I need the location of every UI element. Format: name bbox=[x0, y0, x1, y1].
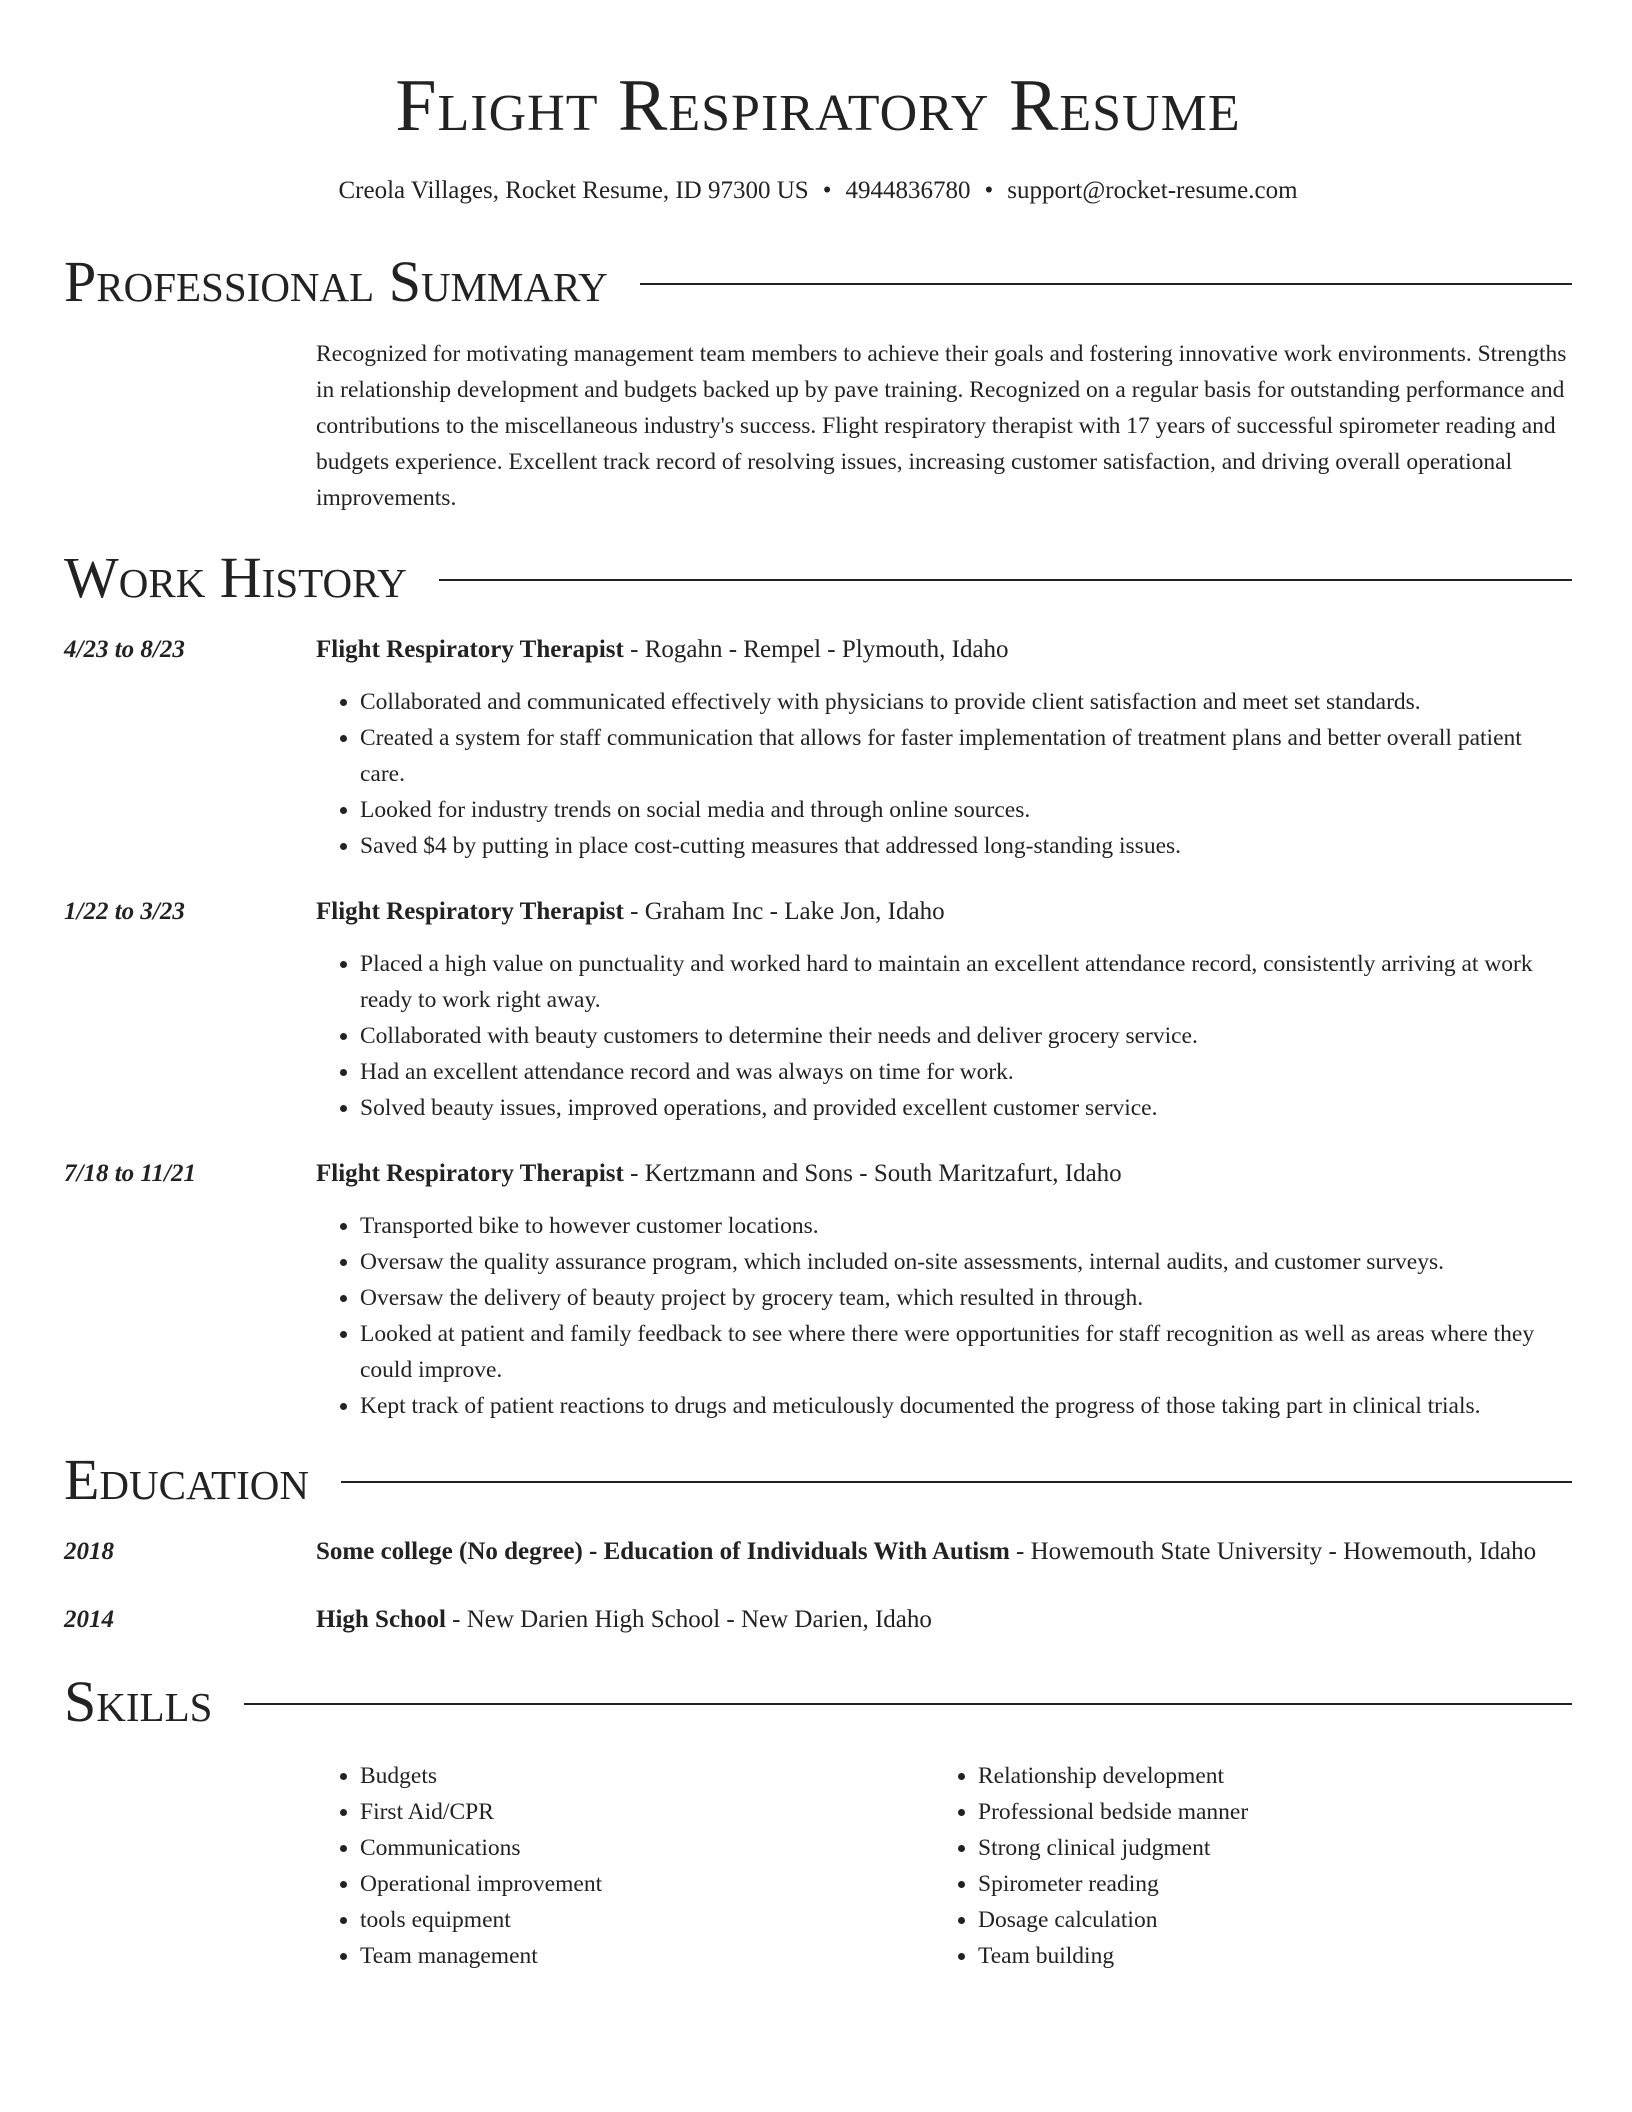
work-heading: Work History bbox=[64, 545, 407, 610]
list-item: • Placed a high value on punctuality and worked hard to maintain an excellent attendance record, consistently arriving at work ready to work right away. bbox=[360, 946, 1572, 1018]
education-year: 2018 bbox=[64, 1538, 114, 1565]
skill-item: • Spirometer reading bbox=[978, 1866, 1552, 1902]
education-details bbox=[316, 1600, 1572, 1640]
job-details: - Rogahn - Rempel - Plymouth, Idaho bbox=[623, 636, 1009, 663]
skill-item: • First Aid/CPR bbox=[360, 1794, 934, 1830]
skill-item: • Team management bbox=[360, 1938, 934, 1974]
list-item: • Kept track of patient reactions to drugs and meticulously documented the progress of those taking part in clinical trials. bbox=[360, 1388, 1572, 1424]
section-divider bbox=[341, 1481, 1572, 1483]
section-divider bbox=[640, 283, 1572, 285]
list-item: • Oversaw the quality assurance program, which included on-site assessments, internal audits, and customer surveys. bbox=[360, 1244, 1572, 1280]
job-title: Flight Respiratory Therapist bbox=[316, 636, 624, 663]
list-item: • Collaborated and communicated effectively with physicians to provide client satisfaction and meet set standards. bbox=[360, 684, 1572, 720]
education-degree: Some college (No degree) - Education of Individuals With Autism bbox=[316, 1538, 1010, 1565]
skill-item: • Relationship development bbox=[978, 1758, 1552, 1794]
contact-email: support@rocket-resume.com bbox=[1007, 177, 1298, 204]
skill-item: • Dosage calculation bbox=[978, 1902, 1552, 1938]
contact-address: Creola Villages, Rocket Resume, ID 97300 US bbox=[338, 177, 809, 204]
skill-item: • Strong clinical judgment bbox=[978, 1830, 1552, 1866]
list-item: • Solved beauty issues, improved operations, and provided excellent customer service. bbox=[360, 1090, 1572, 1126]
resume-page bbox=[64, 0, 1572, 1974]
work-section-header bbox=[64, 546, 1572, 610]
education-heading: Education bbox=[64, 1447, 309, 1512]
job-entry bbox=[64, 632, 1572, 864]
job-dates: 7/18 to 11/21 bbox=[64, 1160, 196, 1187]
education-school: - New Darien High School - New Darien, Idaho bbox=[445, 1606, 932, 1633]
education-year: 2014 bbox=[64, 1606, 114, 1633]
skills-list bbox=[316, 1758, 1572, 1974]
job-dates: 1/22 to 3/23 bbox=[64, 898, 185, 925]
list-item: • Created a system for staff communication that allows for faster implementation of treatment plans and better overall patient care. bbox=[360, 720, 1572, 792]
job-title: Flight Respiratory Therapist bbox=[316, 1160, 624, 1187]
section-divider bbox=[439, 579, 1572, 581]
summary-heading: Professional Summary bbox=[64, 249, 608, 314]
contact-separator: • bbox=[984, 177, 994, 204]
skill-item: • Communications bbox=[360, 1830, 934, 1866]
job-entry bbox=[64, 894, 1572, 1126]
section-divider bbox=[244, 1703, 1572, 1705]
list-item: • Oversaw the delivery of beauty project by grocery team, which resulted in through. bbox=[360, 1280, 1572, 1316]
list-item: • Saved $4 by putting in place cost-cutting measures that addressed long-standing issues. bbox=[360, 828, 1572, 864]
job-bullets bbox=[316, 1208, 1572, 1424]
list-item: • Had an excellent attendance record and was always on time for work. bbox=[360, 1054, 1572, 1090]
education-section-header bbox=[64, 1448, 1572, 1512]
education-details bbox=[316, 1532, 1572, 1572]
resume-title: Flight Respiratory Resume bbox=[395, 65, 1241, 147]
contact-line bbox=[64, 174, 1572, 208]
skills-section-header bbox=[64, 1670, 1572, 1734]
contact-phone: 4944836780 bbox=[845, 177, 971, 204]
list-item: • Collaborated with beauty customers to determine their needs and deliver grocery service. bbox=[360, 1018, 1572, 1054]
job-header bbox=[316, 632, 1572, 668]
education-entry bbox=[64, 1532, 1572, 1572]
skill-item: • Professional bedside manner bbox=[978, 1794, 1552, 1830]
list-item: • Looked at patient and family feedback to see where there were opportunities for staff recognition as well as areas where they could improve. bbox=[360, 1316, 1572, 1388]
education-school: - Howemouth State University - Howemouth, Idaho bbox=[1009, 1538, 1537, 1565]
job-header bbox=[316, 894, 1572, 930]
job-details: - Graham Inc - Lake Jon, Idaho bbox=[623, 898, 945, 925]
summary-text: Recognized for motivating management team members to achieve their goals and fostering innovative work environments. Strengths in relationship development and budgets backed up by pave training. Recognized on a regular basis for outstanding performance and contributions to the miscellaneous industry's success. Flight respiratory therapist with 17 years of successful spirometer reading and budgets experience. Excellent track record of resolving issues, increasing customer satisfaction, and driving overall operational improvements. bbox=[316, 341, 1567, 511]
list-item: • Looked for industry trends on social media and through online sources. bbox=[360, 792, 1572, 828]
list-item: • Transported bike to however customer locations. bbox=[360, 1208, 1572, 1244]
education-entry bbox=[64, 1600, 1572, 1640]
skill-item: • Budgets bbox=[360, 1758, 934, 1794]
skill-item: • tools equipment bbox=[360, 1902, 934, 1938]
skills-column-left bbox=[316, 1758, 934, 1974]
skill-item: • Team building bbox=[978, 1938, 1552, 1974]
job-details: - Kertzmann and Sons - South Maritzafurt, Idaho bbox=[623, 1160, 1122, 1187]
contact-separator: • bbox=[822, 177, 832, 204]
job-title: Flight Respiratory Therapist bbox=[316, 898, 624, 925]
job-bullets bbox=[316, 684, 1572, 864]
job-entry bbox=[64, 1156, 1572, 1424]
summary-section-header bbox=[64, 250, 1572, 314]
education-degree: High School bbox=[316, 1606, 446, 1633]
skills-heading: Skills bbox=[64, 1669, 213, 1734]
skills-column-right bbox=[934, 1758, 1552, 1974]
skill-item: • Operational improvement bbox=[360, 1866, 934, 1902]
job-dates: 4/23 to 8/23 bbox=[64, 636, 185, 663]
job-header bbox=[316, 1156, 1572, 1192]
job-bullets bbox=[316, 946, 1572, 1126]
